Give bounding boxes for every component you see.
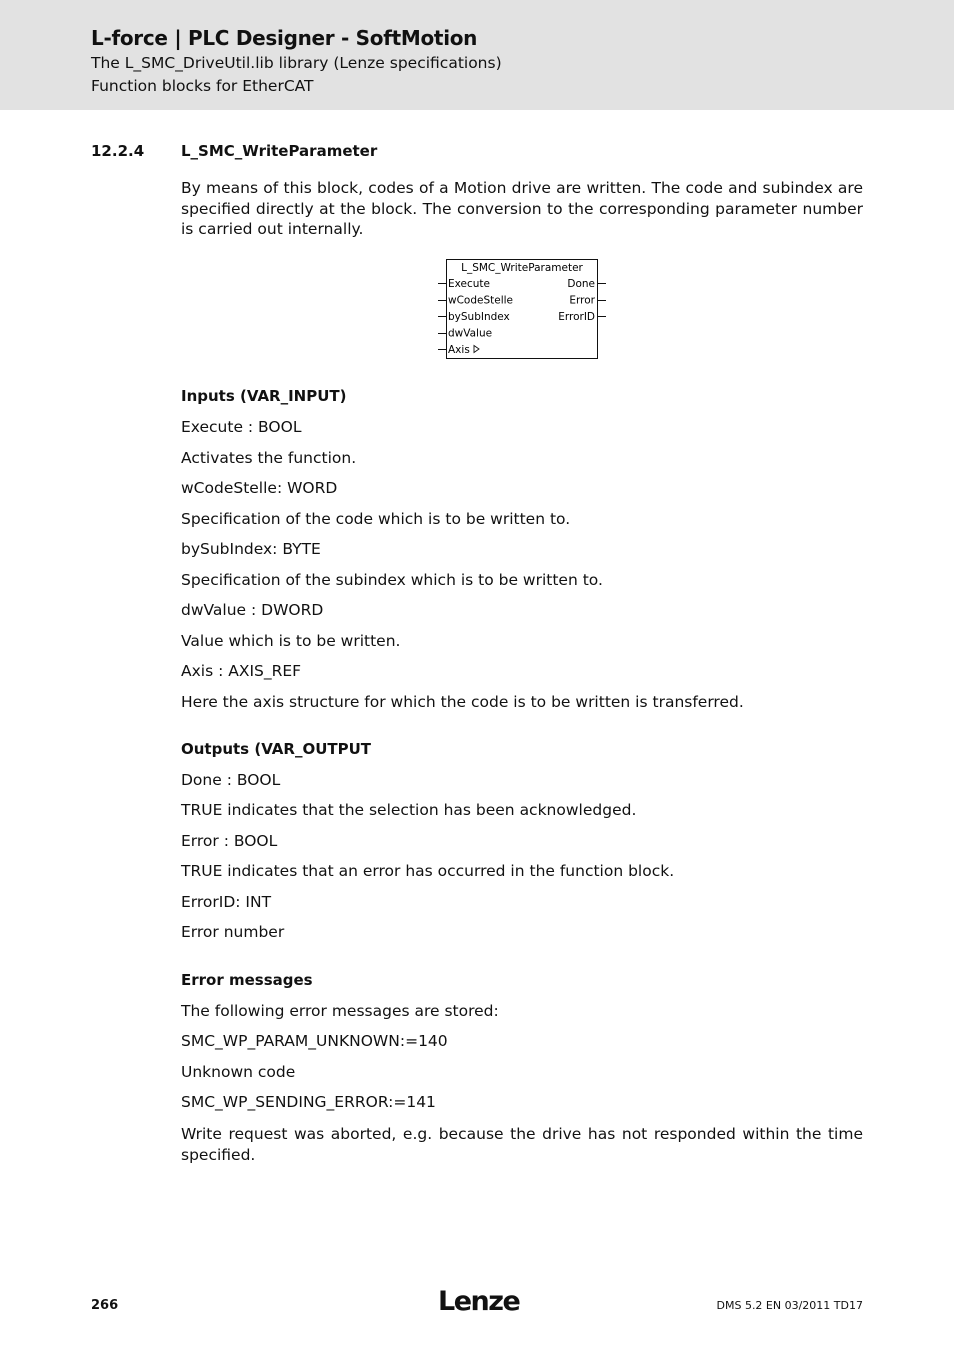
output-label: Done — [567, 278, 595, 290]
document-reference: DMS 5.2 EN 03/2011 TD17 — [716, 1299, 863, 1312]
intro-paragraph: By means of this block, codes of a Motion drive are written. The code and subindex are specified directly at the block. The conversion to the corresponding parameter number is carried out internally. — [181, 179, 863, 238]
input-label: Execute — [448, 278, 490, 290]
section-number: 12.2.4 — [91, 142, 145, 160]
input-line: Specification of the code which is to be written to. — [181, 510, 571, 528]
output-line: ErrorID: INT — [181, 893, 272, 911]
header-subtitle-1: The L_SMC_DriveUtil.lib library (Lenze specifications) — [91, 54, 502, 72]
output-line: TRUE indicates that the selection has been acknowledged. — [181, 801, 637, 819]
input-label: wCodeStelle — [448, 294, 514, 307]
error-line: Unknown code — [181, 1063, 296, 1081]
input-line: Value which is to be written. — [181, 632, 401, 650]
section-title: L_SMC_WriteParameter — [181, 142, 378, 160]
input-line: wCodeStelle: WORD — [181, 479, 338, 497]
header-subtitle-2: Function blocks for EtherCAT — [91, 77, 314, 95]
output-line: TRUE indicates that an error has occurred in the function block. — [181, 862, 675, 880]
document-title: L-force | PLC Designer - SoftMotion — [91, 26, 478, 50]
input-line: Here the axis structure for which the code is to be written is transferred. — [181, 693, 744, 711]
page-header — [0, 0, 954, 110]
output-line: Error number — [181, 923, 285, 941]
input-line: Execute : BOOL — [181, 418, 302, 436]
input-line: bySubIndex: BYTE — [181, 540, 321, 558]
outputs-heading: Outputs (VAR_OUTPUT — [181, 740, 372, 758]
block-name: L_SMC_WriteParameter — [461, 262, 583, 274]
error-last-paragraph: Write request was aborted, e.g. because the drive has not responded within the time specified. — [181, 1125, 863, 1164]
input-line: Axis : AXIS_REF — [181, 662, 302, 680]
input-line: Activates the function. — [181, 449, 357, 467]
page-number: 266 — [91, 1298, 119, 1313]
output-label: ErrorID — [558, 311, 595, 323]
input-line: Specification of the subindex which is to be written to. — [181, 571, 603, 589]
input-label: dwValue — [448, 327, 493, 340]
error-messages-heading: Error messages — [181, 971, 313, 989]
error-line: The following error messages are stored: — [181, 1002, 499, 1020]
input-label: bySubIndex — [448, 311, 510, 323]
output-line: Done : BOOL — [181, 771, 281, 789]
error-line: SMC_WP_SENDING_ERROR:=141 — [181, 1093, 436, 1111]
error-line: SMC_WP_PARAM_UNKNOWN:=140 — [181, 1032, 448, 1050]
output-label: Error — [569, 294, 595, 307]
lenze-logo: Lenze — [438, 1286, 520, 1317]
input-label: Axis — [448, 344, 470, 356]
output-line: Error : BOOL — [181, 832, 278, 850]
input-line: dwValue : DWORD — [181, 601, 324, 619]
function-block-diagram — [437, 258, 617, 362]
inputs-heading: Inputs (VAR_INPUT) — [181, 387, 347, 405]
